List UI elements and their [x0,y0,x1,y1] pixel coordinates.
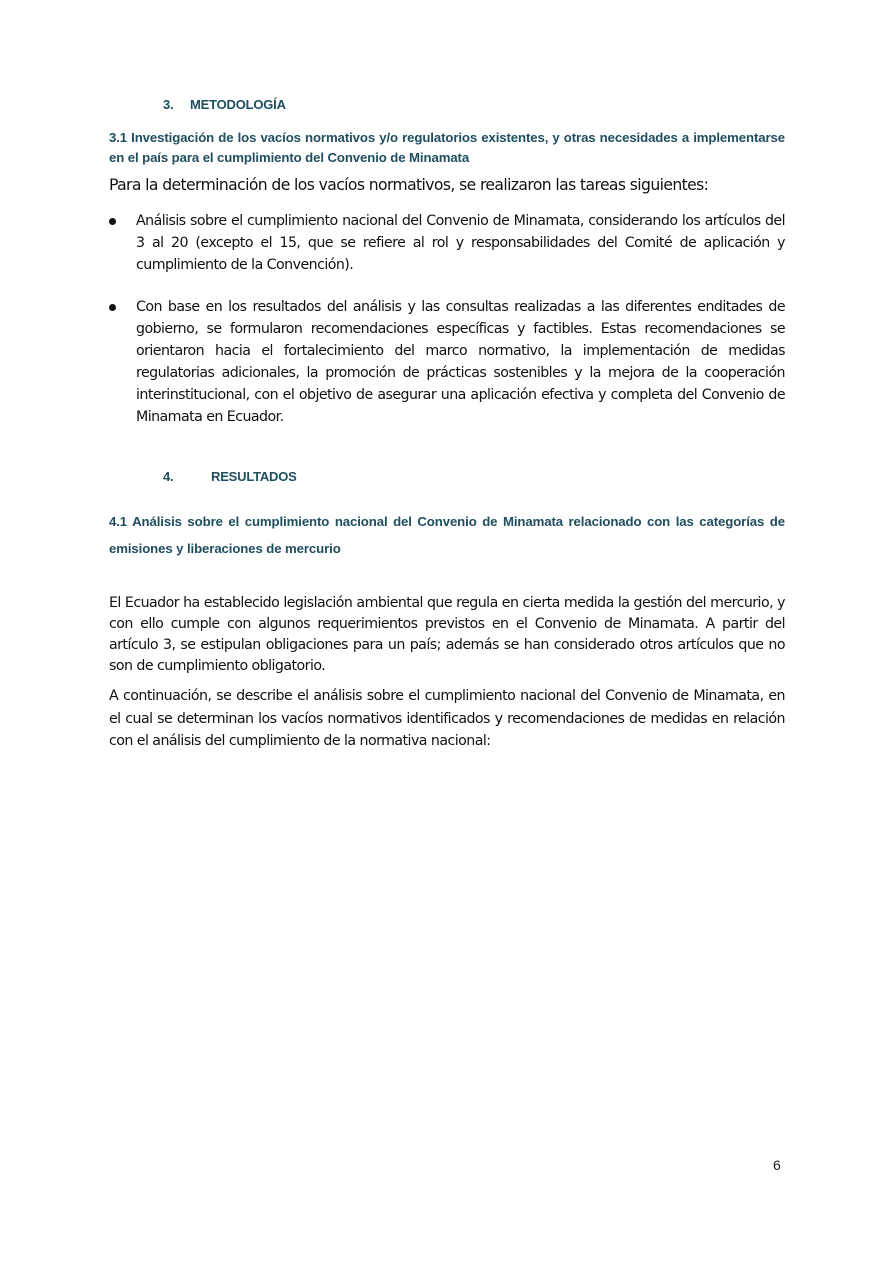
section-4-heading [163,469,297,484]
section-3-heading [163,97,286,112]
bullet-dot-icon [109,218,116,225]
page-number: 6 [773,1157,781,1173]
subsection-3-1-title: 3.1 Investigación de los vacíos normativos y/o regulatorios existentes, y otras necesidades a implementarse en el país para el cumplimiento del Convenio de Minamata [109,130,785,165]
bullet-dot-icon [109,304,116,311]
bullet-text: Con base en los resultados del análisis y las consultas realizadas a las diferentes enditades de gobierno, se formularon recomendaciones específicas y factibles. Estas recomendaciones se orientaron hacia el fortalecimiento del marco normativo, la implementación de medidas regulatorias adicionales, la promoción de prácticas sostenibles y la mejora de la cooperación interinstitucional, con el objetivo de asegurar una aplicación efectiva y completa del Convenio de Minamata en Ecuador. [136,299,785,425]
subsection-4-1-title: 4.1 Análisis sobre el cumplimiento nacional del Convenio de Minamata relacionado con las categorías de emisiones y liberaciones de mercurio [109,514,785,556]
section-3-title: METODOLOGÍA [190,97,286,112]
bullet-item [109,210,785,276]
bullet-text: Análisis sobre el cumplimiento nacional del Convenio de Minamata, considerando los artículos del 3 al 20 (excepto el 15, que se refiere al rol y responsabilidades del Comité de aplicación y cumplimiento de la Convención). [136,213,785,273]
section-4-paragraph: A continuación, se describe el análisis sobre el cumplimiento nacional del Convenio de Minamata, en el cual se determinan los vacíos normativos identificados y recomendaciones de medidas en relación con el análisis del cumplimiento de la normativa nacional: [109,688,785,749]
bullet-item [109,296,785,428]
section-4-title: RESULTADOS [211,469,297,484]
section-4-paragraph: El Ecuador ha establecido legislación ambiental que regula en cierta medida la gestión del mercurio, y con ello cumple con algunos requerimientos previstos en el Convenio de Minamata. A partir del artículo 3, se estipulan obligaciones para un país; además se han considerado otros artículos que no son de cumplimiento obligatorio. [109,595,785,674]
section-3-intro: Para la determinación de los vacíos normativos, se realizaron las tareas siguientes: [109,176,709,194]
section-3-number: 3. [163,97,174,112]
section-4-number: 4. [163,469,174,484]
